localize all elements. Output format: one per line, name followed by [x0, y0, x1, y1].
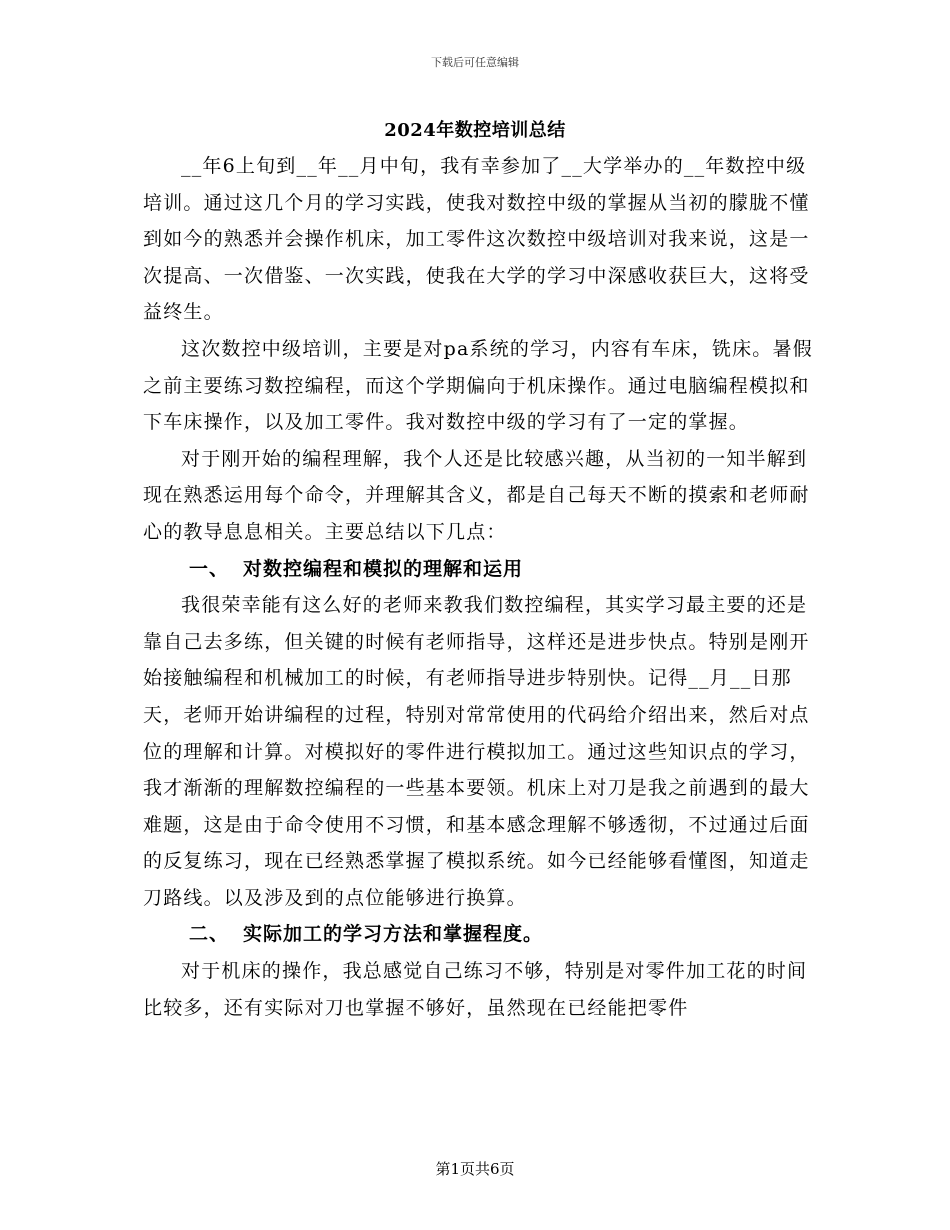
section-2-heading — [143, 916, 815, 953]
paragraph-training-content: 这次数控中级培训，主要是对pa系统的学习，内容有车床，铣床。暑假之前主要练习数控编程，而这个学期偏向于机床操作。通过电脑编程模拟和下车床操作，以及加工零件。我对数控中级的学习有了一定的掌握。 — [143, 337, 813, 434]
section-2-title: 实际加工的学习方法和掌握程度。 — [243, 923, 544, 946]
document-title: 2024年数控培训总结 — [384, 120, 566, 141]
document-body — [143, 148, 815, 1026]
header-note: 下载后可任意编辑 — [431, 56, 519, 69]
page-footer: 第1页共6页 — [435, 1160, 515, 1178]
section-1-paragraph: 我很荣幸能有这么好的老师来教我们数控编程，其实学习最主要的还是靠自己去多练，但关键的时候有老师指导，这样还是进步快点。特别是刚开始接触编程和机械加工的时候，有老师指导进步特别快。记得__月__日那天，老师开始讲编程的过程，特别对常常使用的代码给介绍出来，然后对点位的理解和计算。对模拟好的零件进行模拟加工。通过这些知识点的学习，我才渐渐的理解数控编程的一些基本要领。机床上对刀是我之前遇到的最大难题，这是由于命令使用不习惯，和基本感念理解不够透彻，不过通过后面的反复练习，现在已经熟悉掌握了模拟系统。如今已经能够看懂图，知道走刀路线。以及涉及到的点位能够进行换算。 — [143, 594, 810, 909]
paragraph-programming-understanding: 对于刚开始的编程理解，我个人还是比较感兴趣，从当初的一知半解到现在熟悉运用每个命令，并理解其含义，都是自己每天不断的摸索和老师耐心的教导息息相关。主要总结以下几点： — [143, 447, 810, 543]
section-1-number: 一、 — [189, 557, 230, 580]
section-2-paragraph: 对于机床的操作，我总感觉自己练习不够，特别是对零件加工花的时间比较多，还有实际对刀也掌握不够好，虽然现在已经能把零件 — [143, 960, 808, 1019]
section-1-title: 对数控编程和模拟的理解和运用 — [243, 557, 524, 580]
section-1-heading — [143, 551, 815, 588]
section-2-number: 二、 — [189, 923, 230, 946]
paragraph-intro: __年6上旬到__年__月中旬，我有幸参加了__大学举办的__年数控中级培训。通过这几个月的学习实践，使我对数控中级的掌握从当初的朦胧不懂到如今的熟悉并会操作机床，加工零件这次数控中级培训对我来说，这是一次提高、一次借鉴、一次实践，使我在大学的学习中深感收获巨大，这将受益终生。 — [143, 155, 810, 324]
